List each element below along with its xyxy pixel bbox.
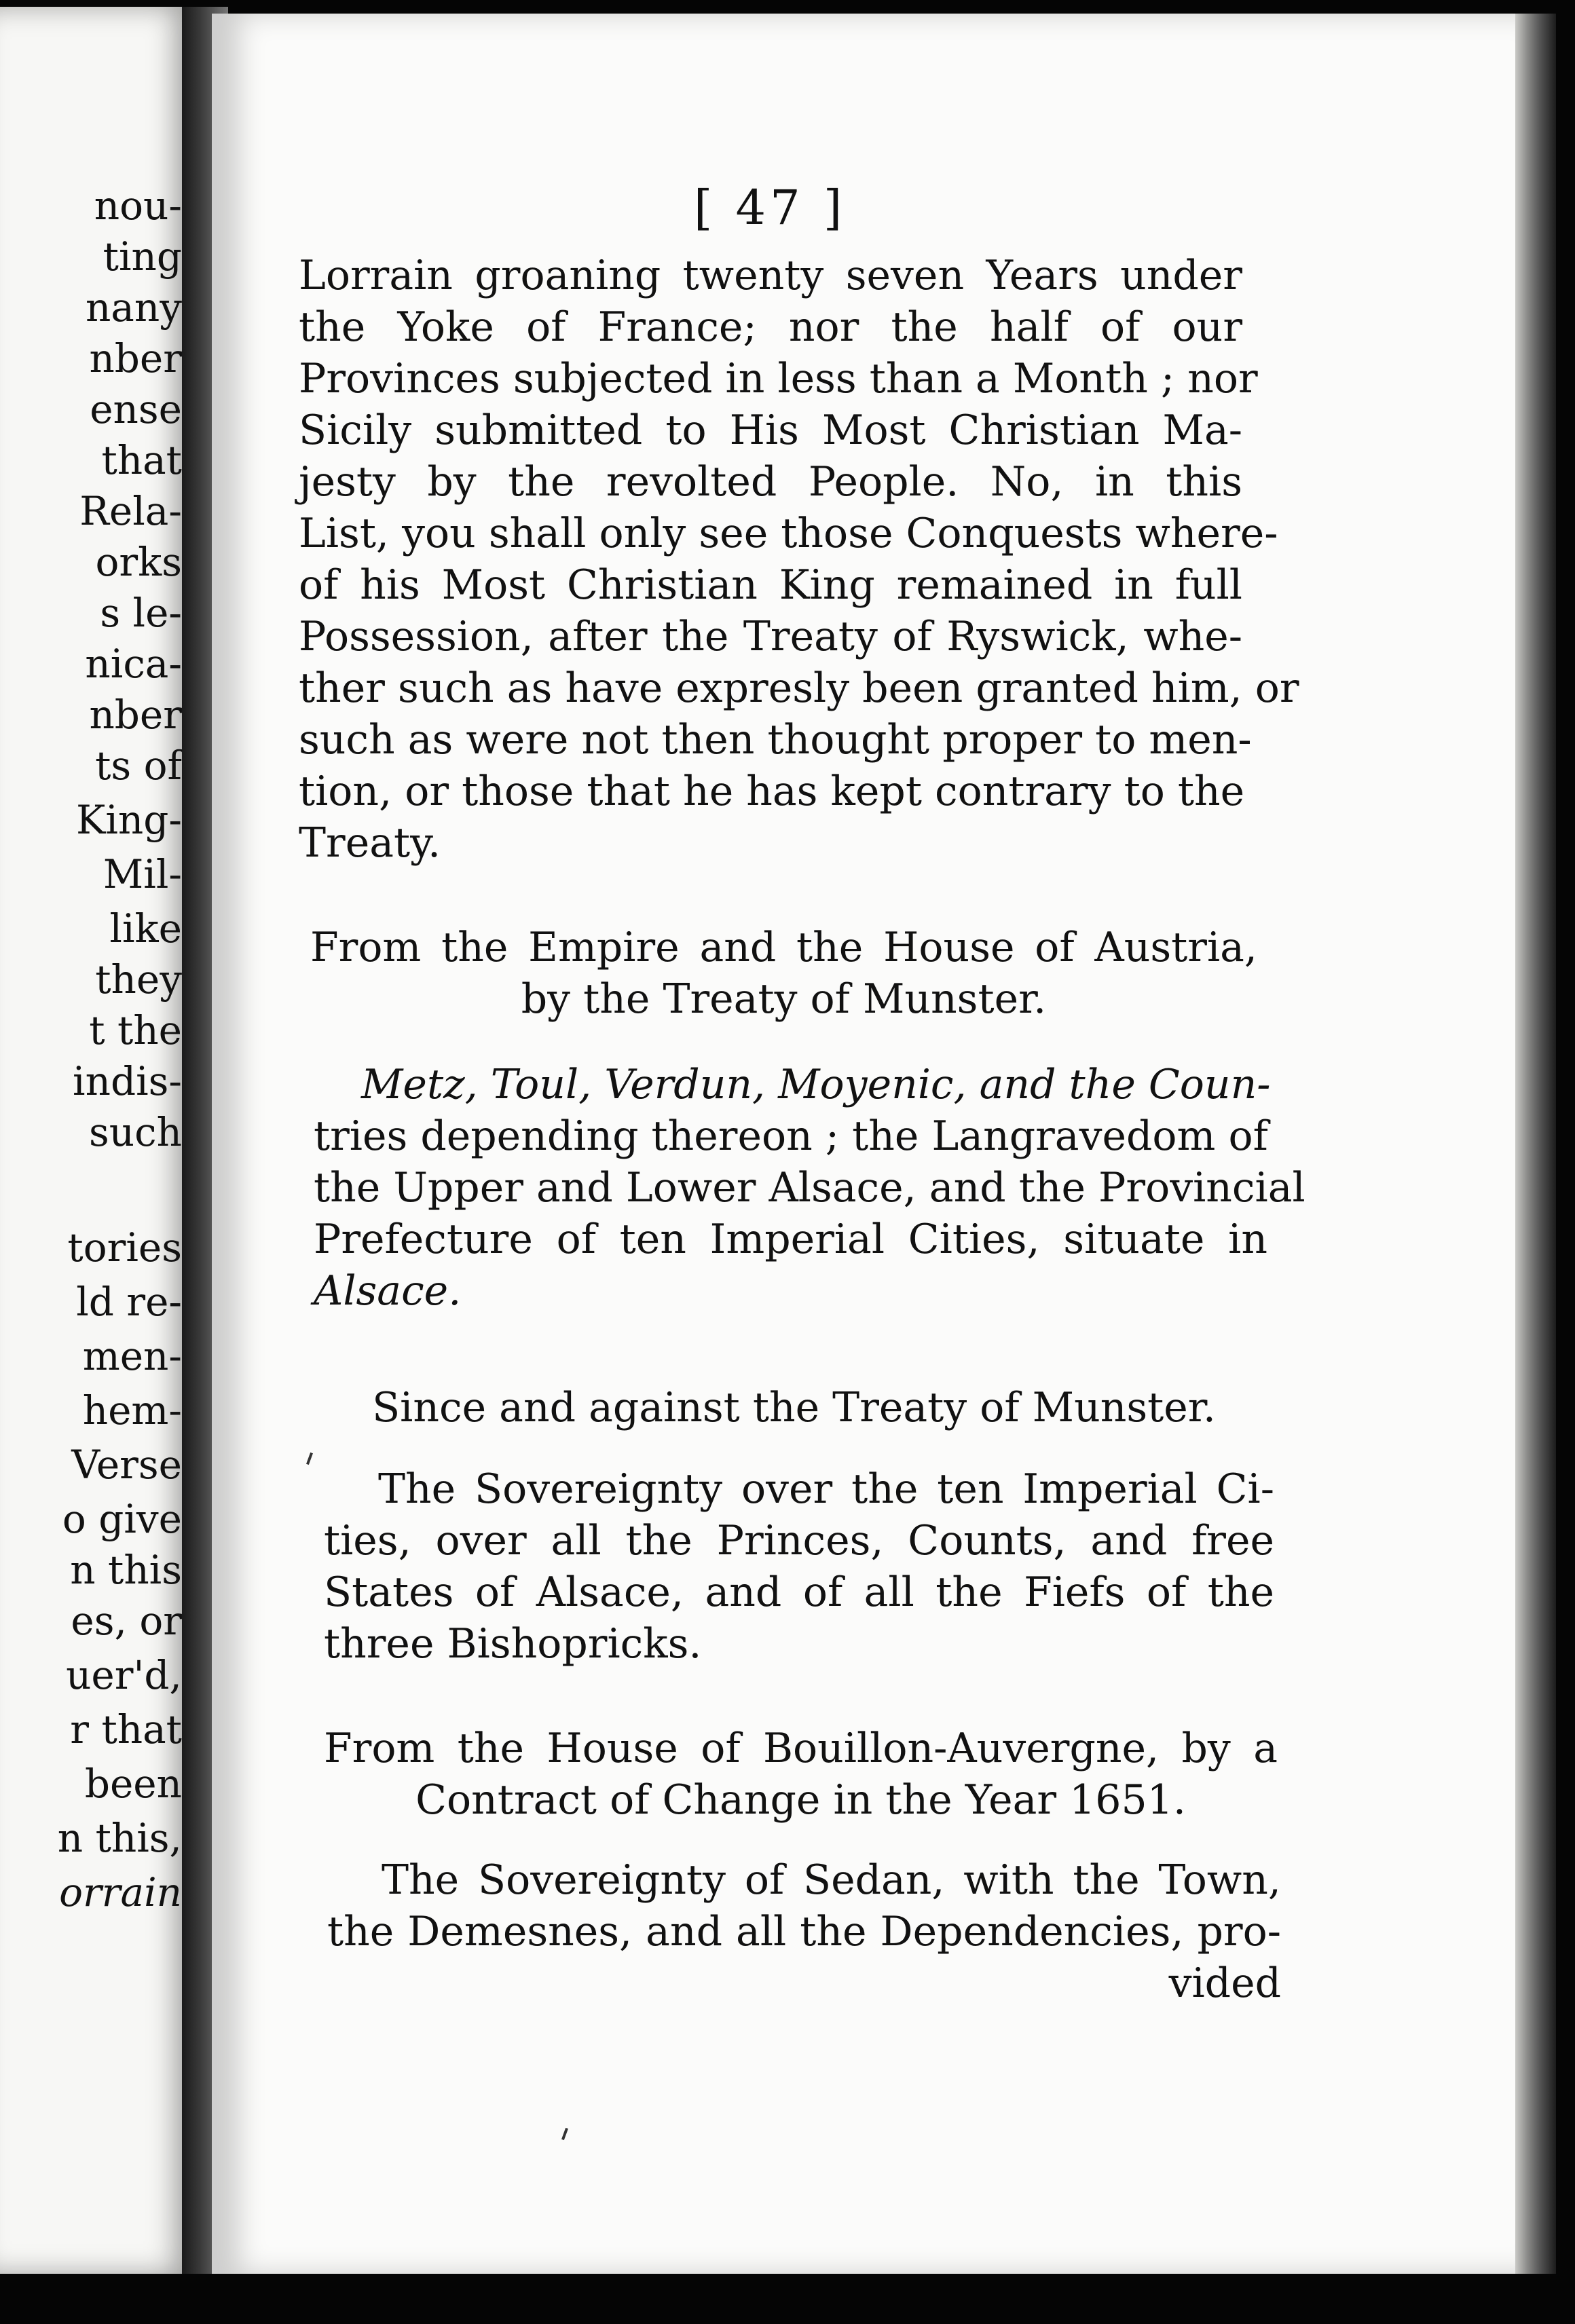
text-line: tion, or those that he has kept contrary to the xyxy=(299,768,1245,815)
text-line: of his Most Christian King remained in full xyxy=(299,561,1242,609)
facing-line: ts of xyxy=(95,743,182,789)
facing-line: been xyxy=(84,1761,182,1807)
facing-line: men- xyxy=(82,1333,182,1379)
section-heading: From the House of Bouillon-Auvergne, by a xyxy=(324,1725,1278,1772)
facing-line: n this, xyxy=(57,1815,182,1861)
text-line: ties, over all the Princes, Counts, and free xyxy=(324,1517,1274,1564)
facing-line: n this xyxy=(70,1547,182,1593)
facing-line: nber xyxy=(89,335,182,381)
facing-page xyxy=(0,7,196,2274)
facing-line: they xyxy=(95,956,182,1002)
text-line: three Bishopricks. xyxy=(324,1620,702,1668)
facing-line: King- xyxy=(76,797,182,843)
text-line: Treaty. xyxy=(299,819,441,867)
facing-line: hem- xyxy=(82,1387,182,1433)
text-line: The Sovereignty of Sedan, with the Town, xyxy=(382,1856,1281,1904)
facing-line: t the xyxy=(89,1007,182,1053)
facing-line: tories xyxy=(67,1224,182,1271)
text-line: the Yoke of France; nor the half of our xyxy=(299,303,1242,351)
ink-mark xyxy=(306,1452,313,1465)
section-heading: Contract of Change in the Year 1651. xyxy=(415,1776,1186,1824)
facing-line: Rela- xyxy=(79,488,182,534)
facing-line: r that xyxy=(70,1706,182,1753)
section-heading: by the Treaty of Munster. xyxy=(521,975,1047,1023)
text-line: jesty by the revolted People. No, in this xyxy=(299,458,1242,506)
catchword: vided xyxy=(1168,1960,1281,2007)
facing-line: ld re- xyxy=(76,1279,182,1325)
facing-line: indis- xyxy=(73,1058,182,1104)
text-line: States of Alsace, and of all the Fiefs of the xyxy=(324,1569,1274,1616)
text-line: the Upper and Lower Alsace, and the Provincial xyxy=(314,1164,1305,1212)
text-line: Possession, after the Treaty of Ryswick, whe- xyxy=(299,613,1242,660)
text-line: tries depending thereon ; the Langravedom of xyxy=(314,1112,1268,1160)
text-line: such as were not then thought proper to men- xyxy=(299,716,1252,764)
facing-line: such xyxy=(89,1109,182,1155)
text-line: Alsace. xyxy=(314,1267,462,1315)
text-line: List, you shall only see those Conquests where- xyxy=(299,510,1278,557)
facing-line: like xyxy=(109,905,182,952)
facing-line: that xyxy=(101,437,182,483)
book-page-edges xyxy=(1515,14,1556,2274)
text-line: Sicily submitted to His Most Christian Ma- xyxy=(299,407,1242,454)
facing-line: ting xyxy=(103,233,182,280)
facing-line: Mil- xyxy=(103,851,182,897)
text-line: Provinces subjected in less than a Month ; nor xyxy=(299,355,1258,402)
section-heading: Since and against the Treaty of Munster. xyxy=(372,1384,1216,1431)
facing-line: es, or xyxy=(71,1598,182,1644)
page-number: [ 47 ] xyxy=(694,180,847,236)
facing-line: nou- xyxy=(94,183,182,229)
section-heading: From the Empire and the House of Austria, xyxy=(310,924,1257,971)
facing-line: orks xyxy=(95,539,182,585)
facing-line: nica- xyxy=(85,641,182,687)
facing-line: nber xyxy=(89,692,182,738)
facing-line: o give xyxy=(62,1496,182,1542)
text-line: Metz, Toul, Verdun, Moyenic, and the Coun- xyxy=(361,1061,1271,1108)
facing-line: ense xyxy=(90,386,182,432)
text-line: ther such as have expresly been granted him, or xyxy=(299,664,1299,712)
facing-line: s le- xyxy=(100,590,182,636)
text-line: Prefecture of ten Imperial Cities, situate in xyxy=(314,1216,1267,1263)
text-line: the Demesnes, and all the Dependencies, pro- xyxy=(327,1908,1281,1955)
facing-line: nany xyxy=(85,284,182,331)
text-line: The Sovereignty over the ten Imperial Ci- xyxy=(378,1465,1274,1513)
facing-line: Verse xyxy=(71,1442,182,1488)
main-page xyxy=(212,14,1515,2274)
facing-line: uer'd, xyxy=(66,1652,182,1698)
ink-mark xyxy=(561,2128,568,2140)
text-line: Lorrain groaning twenty seven Years under xyxy=(299,252,1242,299)
facing-line: orrain xyxy=(59,1869,182,1915)
